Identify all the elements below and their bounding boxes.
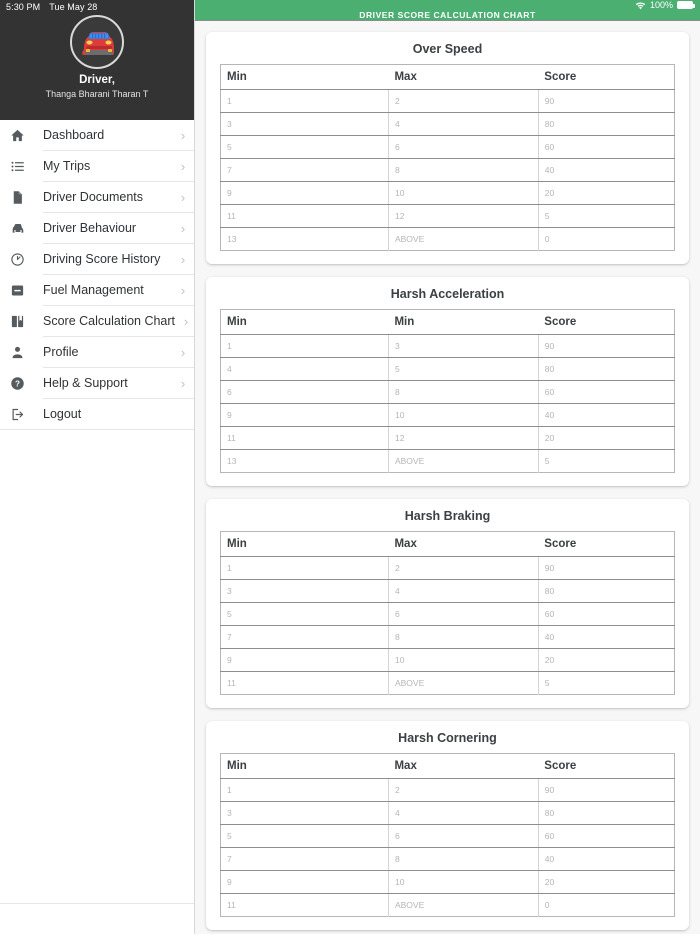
cell-max: 6 [388,825,538,848]
table-row [221,580,675,603]
sidebar-item-label: Driver Documents [43,190,144,204]
cell-score: 80 [538,580,674,603]
cell-max: 10 [388,649,538,672]
cell-max: 2 [388,90,538,113]
chevron-right-icon: › [180,220,186,236]
cell-score: 40 [538,404,674,427]
column-header-max: Max [388,532,538,557]
column-header-score: Score [538,532,674,557]
cell-score: 5 [538,450,674,473]
car-icon [10,220,34,236]
cell-min: 7 [221,626,389,649]
gauge-clock-icon [10,252,34,267]
status-bar-right [195,0,700,10]
cell-max: 6 [388,136,538,159]
cell-max: ABOVE [388,450,538,473]
column-header-max: Min [388,310,538,335]
cell-min: 6 [221,381,389,404]
cell-score: 60 [538,136,674,159]
cell-score: 90 [538,335,674,358]
cell-score: 0 [538,894,674,917]
table-row [221,450,675,473]
table-header-row [221,754,675,779]
sidebar-item-label: Profile [43,345,79,359]
cell-score: 60 [538,603,674,626]
sidebar-item-label: Score Calculation Chart [43,314,176,328]
cell-max: 5 [388,358,538,381]
cell-min: 13 [227,234,237,244]
cell-min: 5 [221,603,389,626]
table-row [221,871,675,894]
cell-score: 20 [538,182,674,205]
cell-max: 6 [388,603,538,626]
cell-min: 11 [221,427,389,450]
table-header-row [221,532,675,557]
cell-max: 12 [388,427,538,450]
cell-min: 11 [221,205,389,228]
cell-min: 1 [221,335,389,358]
sidebar-item-logout[interactable] [0,399,194,429]
table-row [221,381,675,404]
chevron-right-icon: › [180,251,186,267]
cell-min: 11 [227,900,236,910]
chevron-right-icon: › [180,375,186,391]
sidebar-item-dashboard[interactable] [0,120,194,150]
cell-max: 8 [388,626,538,649]
cell-max: ABOVE [388,672,538,695]
chevron-right-icon: › [180,127,186,143]
cell-score: 60 [538,825,674,848]
sidebar-item-label: Logout [43,407,82,421]
score-card-harsh-acceleration [206,277,689,486]
page-title: DRIVER SCORE CALCULATION CHART [359,10,536,20]
column-header-min: Min [221,754,389,779]
column-header-score: Score [538,310,674,335]
table-header-row [221,310,675,335]
car-avatar-icon [74,19,120,65]
cell-min: 4 [221,358,389,381]
status-bar-time: 5:30 PM [6,2,41,12]
column-header-max: Max [388,754,538,779]
table-row [221,159,675,182]
cell-max: 4 [388,802,538,825]
card-title: Harsh Braking [404,509,491,523]
cell-score: 80 [538,113,674,136]
cell-max: 3 [388,335,538,358]
cell-score: 40 [538,159,674,182]
home-icon [10,128,34,143]
cell-min: 7 [221,159,389,182]
table-row [221,603,675,626]
card-title: Harsh Acceleration [390,287,505,301]
cell-min: 3 [221,113,389,136]
table-row [221,779,675,802]
cell-score: 5 [538,205,674,228]
sidebar-item-label: Dashboard [43,128,105,142]
main-area [195,0,700,934]
cell-min: 1 [221,557,389,580]
cell-score: 80 [538,802,674,825]
score-table [220,531,675,695]
person-icon [10,345,34,360]
logout-icon [10,407,34,422]
sidebar-item-fuel-management[interactable] [0,275,194,305]
card-title: Over Speed [412,42,483,56]
cell-max: ABOVE [388,894,538,917]
cell-score: 40 [538,626,674,649]
table-header-row [221,65,675,90]
status-bar-date: Tue May 28 [49,2,98,12]
content-scroll-area[interactable] [195,21,700,943]
chevron-right-icon: › [183,313,189,329]
sidebar-item-label: Help & Support [43,376,128,390]
sidebar-item-help-support[interactable] [0,368,194,398]
column-header-score: Score [538,65,674,90]
app-header-bar [195,10,700,21]
battery-full-icon [677,1,693,9]
avatar[interactable] [70,15,124,69]
cell-score: 90 [538,779,674,802]
score-card-harsh-cornering [206,721,689,930]
question-icon [10,376,34,391]
table-row [221,205,675,228]
sidebar-item-driver-documents[interactable] [0,182,194,212]
table-row [221,358,675,381]
table-row [221,182,675,205]
cell-score: 60 [538,381,674,404]
avatar-wrap [0,15,194,69]
chevron-right-icon: › [180,282,186,298]
table-row [221,848,675,871]
cell-max: 12 [388,205,538,228]
cell-max: 8 [388,159,538,182]
cell-score: 0 [538,228,674,251]
sidebar-item-label: My Trips [43,159,91,173]
table-row [221,404,675,427]
column-header-max: Max [388,65,538,90]
battery-percent-label: 100% [649,0,673,10]
sidebar-footer-space [0,904,194,934]
cell-max: 4 [388,113,538,136]
sidebar-menu [0,120,194,430]
sidebar-header [0,0,194,120]
score-table [220,753,675,917]
cell-min: 9 [221,404,389,427]
fuel-card-icon [10,283,34,298]
cell-min: 13 [227,456,237,466]
cell-score: 20 [538,649,674,672]
cell-score: 20 [538,427,674,450]
table-row [221,136,675,159]
table-row [221,649,675,672]
cell-min: 1 [221,90,389,113]
cell-max: ABOVE [388,228,538,251]
driver-role-title: Driver, [79,74,115,86]
cell-min: 7 [221,848,389,871]
table-row [221,228,675,251]
sidebar-item-label: Driver Behaviour [43,221,137,235]
cell-min: 11 [227,678,236,688]
cell-max: 10 [388,871,538,894]
score-card-over-speed [206,32,689,264]
table-row [221,825,675,848]
table-row [221,113,675,136]
score-card-harsh-braking [206,499,689,708]
wifi-icon [635,1,646,10]
cell-min: 5 [221,825,389,848]
cell-min: 9 [221,649,389,672]
cell-max: 2 [388,557,538,580]
cell-min: 5 [221,136,389,159]
table-row [221,427,675,450]
sidebar-item-profile[interactable] [0,337,194,367]
sidebar-item-label: Driving Score History [43,252,161,266]
score-table [220,309,675,473]
table-row [221,90,675,113]
column-header-min: Min [221,310,389,335]
score-table [220,64,675,251]
card-title: Harsh Cornering [398,731,497,745]
cell-score: 90 [538,90,674,113]
table-row [221,626,675,649]
sidebar-item-my-trips[interactable] [0,151,194,181]
cell-score: 40 [538,848,674,871]
cell-score: 20 [538,871,674,894]
cell-min: 3 [221,802,389,825]
cell-score: 80 [538,358,674,381]
book-icon [10,314,34,329]
table-row [221,802,675,825]
cell-min: 1 [221,779,389,802]
cell-max: 8 [388,848,538,871]
column-header-min: Min [221,532,389,557]
sidebar-filler [0,430,194,903]
cell-min: 3 [221,580,389,603]
driver-user-name: Thanga Bharani Tharan T [45,89,149,99]
cell-max: 2 [388,779,538,802]
sidebar-item-label: Fuel Management [43,283,144,297]
chevron-right-icon: › [180,344,186,360]
column-header-score: Score [538,754,674,779]
list-icon [10,159,34,174]
cell-score: 90 [538,557,674,580]
svg-text:?: ? [15,379,20,389]
column-header-min: Min [221,65,389,90]
sidebar-item-driver-behaviour[interactable] [0,213,194,243]
cell-max: 4 [388,580,538,603]
document-icon [10,190,34,205]
table-row [221,672,675,695]
sidebar-item-driving-score-history[interactable] [0,244,194,274]
cell-max: 10 [388,182,538,205]
table-row [221,335,675,358]
cell-max: 8 [388,381,538,404]
sidebar-item-score-calculation-chart[interactable] [0,306,194,336]
cell-max: 10 [388,404,538,427]
chevron-right-icon: › [180,189,186,205]
cell-score: 5 [538,672,674,695]
sidebar [0,0,195,934]
status-bar-left [0,0,194,14]
chevron-right-icon: › [180,158,186,174]
cell-min: 9 [221,871,389,894]
cell-min: 9 [221,182,389,205]
table-row [221,894,675,917]
table-row [221,557,675,580]
